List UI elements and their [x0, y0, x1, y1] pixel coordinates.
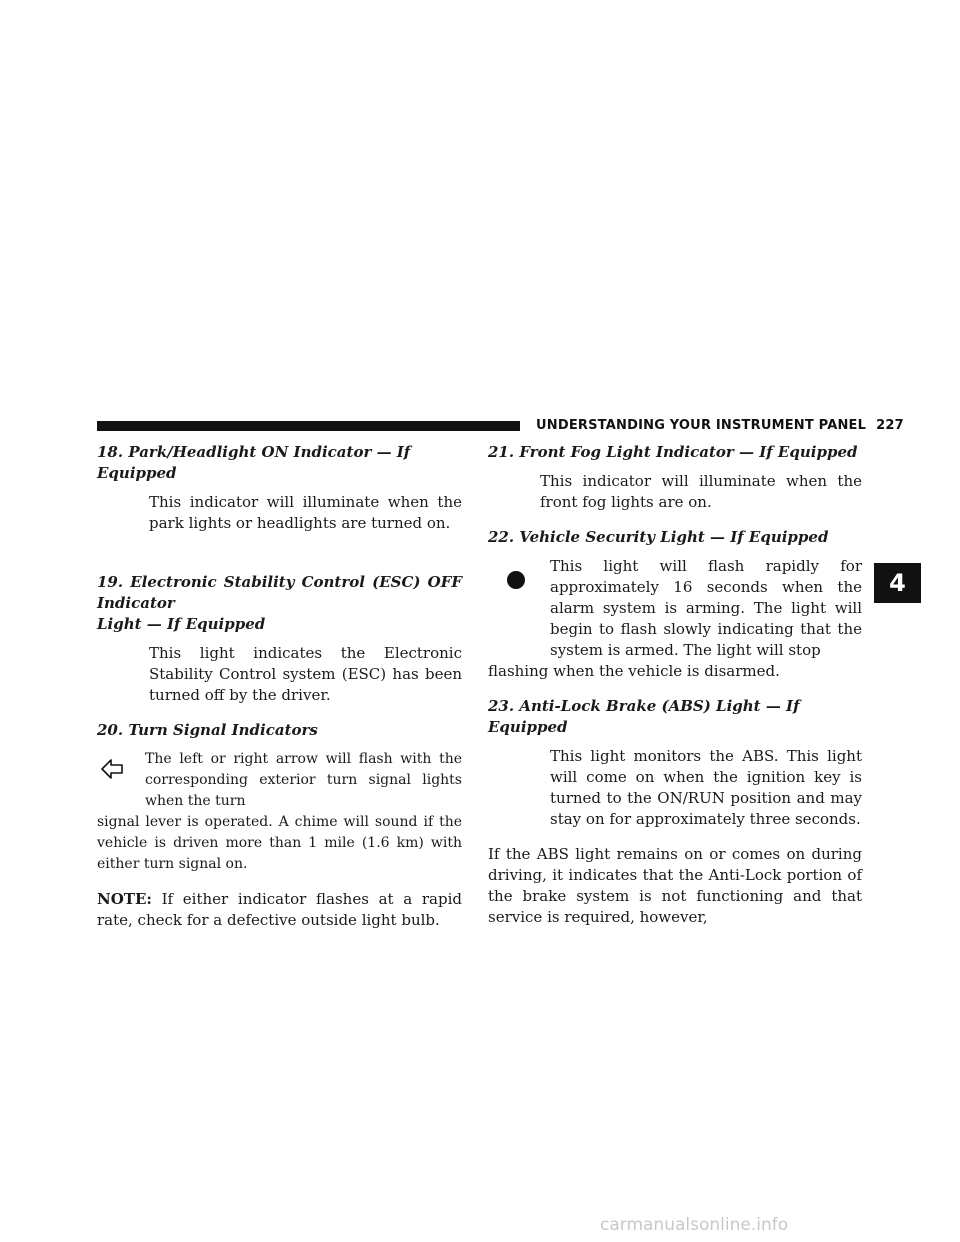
heading-21: 21. Front Fog Light Indicator — If Equipped	[488, 443, 858, 461]
body-18: This indicator will illuminate when the park lights or headlights are turned on.	[149, 493, 462, 532]
security-block	[488, 556, 862, 661]
heading-18: 18. Park/Headlight ON Indicator — If Equipped	[97, 443, 411, 482]
heading-19-line2: Light — If Equipped	[97, 615, 266, 633]
turn-signal-arrow-icon	[101, 759, 123, 786]
heading-19-line1: 19. Electronic Stability Control (ESC) OFF Indicator	[97, 573, 462, 612]
note-label: NOTE:	[97, 890, 152, 908]
header-rule	[97, 421, 520, 431]
turn-signal-block	[97, 749, 462, 812]
heading-23: 23. Anti-Lock Brake (ABS) Light — If Equipped	[488, 697, 800, 736]
page-number: 227	[876, 418, 904, 433]
running-header	[536, 418, 904, 433]
heading-22: 22. Vehicle Security Light — If Equipped	[488, 528, 829, 546]
body-22-indented: This light will flash rapidly for approximately 16 seconds when the alarm system is arming. The light will begin to flash slowly indicating that the system is armed. The light will stop	[550, 557, 862, 659]
note-paragraph	[97, 889, 462, 931]
body-20-rest: signal lever is operated. A chime will sound if the vehicle is driven more than 1 mile (1.6 km) with either turn signal on.	[97, 814, 462, 872]
left-column	[97, 442, 462, 931]
body-20-indented: The left or right arrow will flash with the corresponding exterior turn signal lights when the turn	[145, 751, 462, 809]
security-dot-icon	[506, 570, 526, 596]
body-22-rest: flashing when the vehicle is disarmed.	[488, 662, 780, 680]
note-text: If either indicator flashes at a rapid rate, check for a defective outside light bulb.	[97, 890, 462, 929]
section-title: UNDERSTANDING YOUR INSTRUMENT PANEL	[536, 418, 867, 433]
abs-paragraph: If the ABS light remains on or comes on during driving, it indicates that the Anti-Lock portion of the brake system is not functioning and that service is required, however,	[488, 845, 862, 926]
body-21: This indicator will illuminate when the front fog lights are on.	[540, 472, 862, 511]
heading-19	[97, 572, 462, 614]
heading-20: 20. Turn Signal Indicators	[97, 721, 318, 739]
body-23: This light monitors the ABS. This light will come on when the ignition key is turned to the ON/RUN position and may stay on for approximately three seconds.	[550, 747, 862, 828]
body-19: This light indicates the Electronic Stability Control system (ESC) has been turned off by the driver.	[149, 644, 462, 704]
watermark: carmanualsonline.info	[600, 1215, 789, 1235]
right-column	[488, 442, 862, 928]
chapter-tab: 4	[874, 563, 921, 603]
